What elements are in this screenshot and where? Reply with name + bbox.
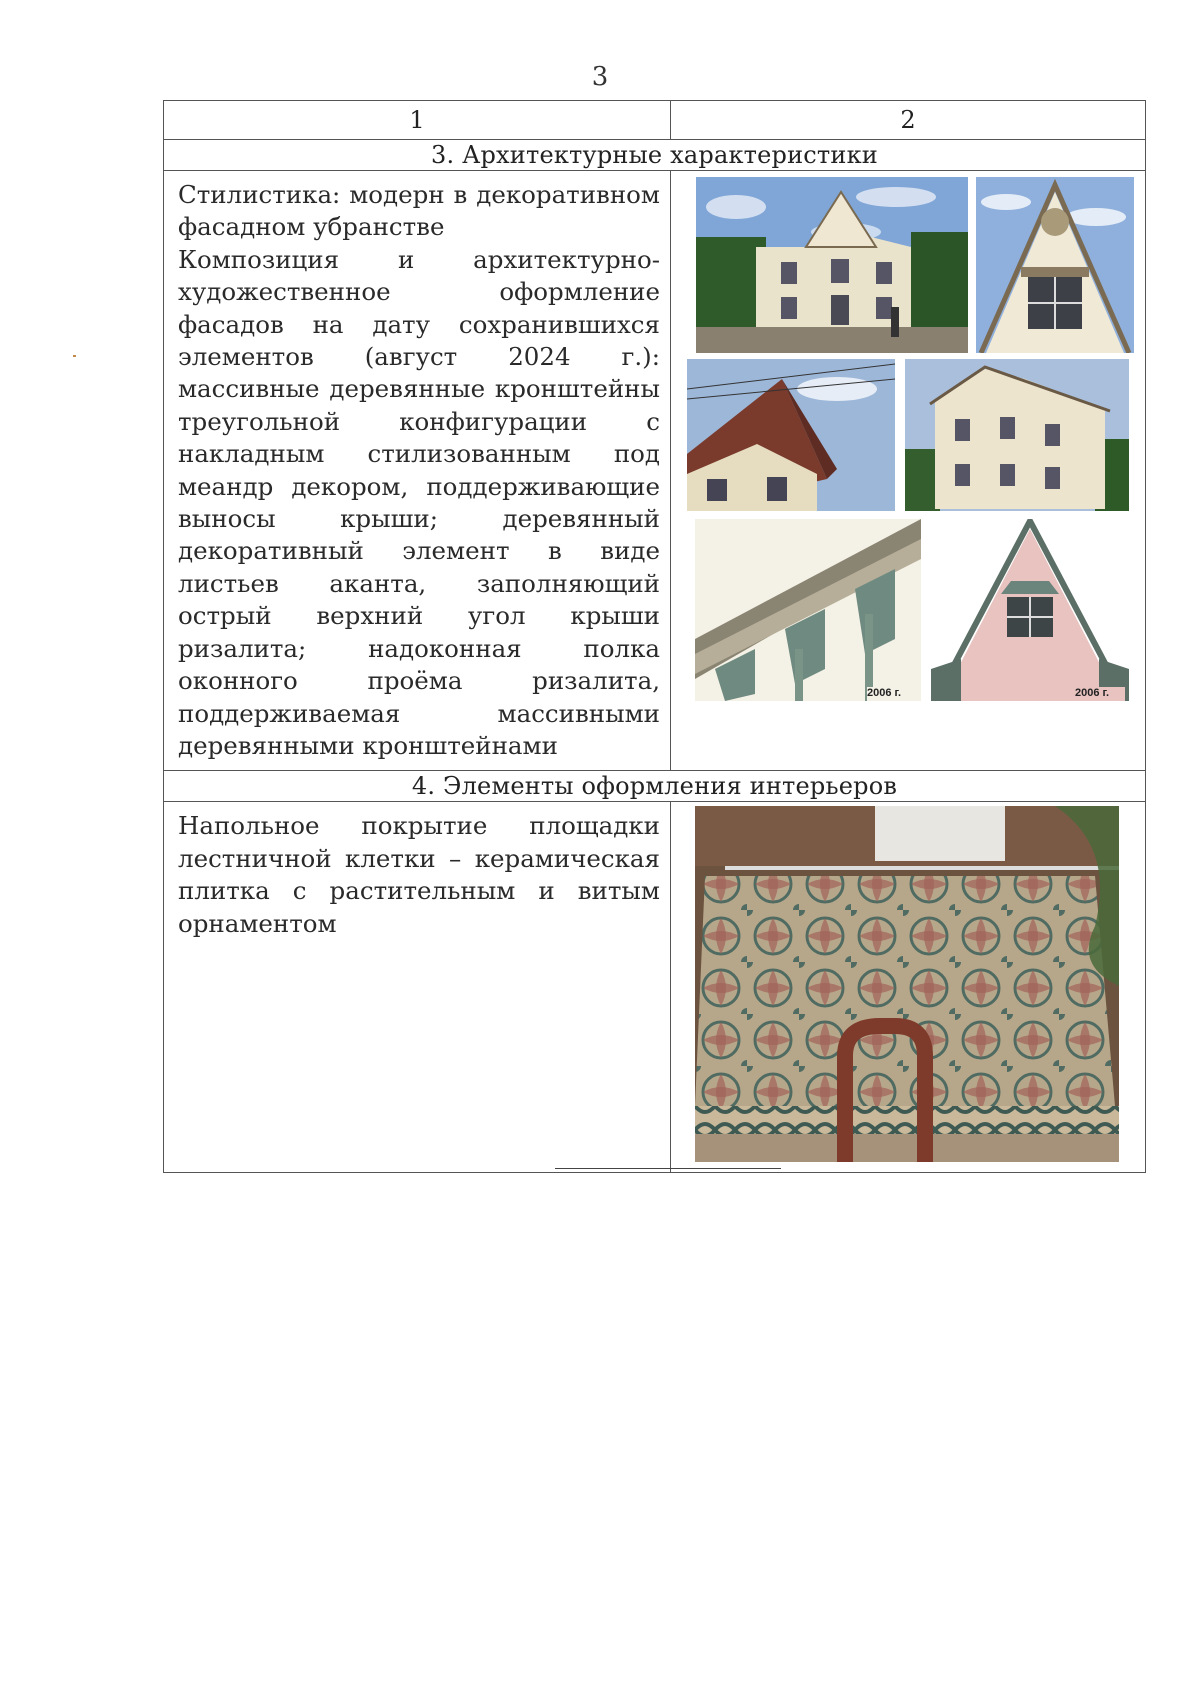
column-number-row	[164, 101, 1146, 140]
house-corner-photo	[905, 359, 1129, 511]
section-heading-row	[164, 140, 1146, 171]
end-separator-line	[555, 1168, 781, 1169]
page-number: 3	[591, 62, 609, 92]
characteristics-table	[163, 100, 1146, 1173]
style-paragraph: Стилистика: модерн в декоративном фасадном убранстве	[178, 180, 660, 242]
house-facade-photo	[696, 177, 968, 353]
architecture-photos	[671, 171, 1146, 771]
column-number-1: 1	[164, 101, 671, 140]
interiors-description	[164, 802, 671, 1173]
section-content-row	[164, 802, 1146, 1173]
pink-gable-photo	[931, 519, 1129, 701]
wooden-brackets-photo	[695, 519, 921, 701]
section-content-row	[164, 171, 1146, 771]
architecture-description	[164, 171, 671, 771]
composition-paragraph: Композиция и архитектурно-художественное оформление фасадов на дату сохранившихся элементов (август 2024 г.): массивные деревянные кронштейны треугольной конфигурации с накладным стилизованным под меандр декором, поддерживающие выносы крыши; деревянный декоративный элемент в виде листьев аканта, заполняющий острый верхний угол крыши ризалита; надоконная полка оконного проёма ризалита, поддерживаемая массивными деревянными кронштейнами	[178, 244, 660, 760]
section-heading-architecture: 3. Архитектурные характеристики	[164, 140, 1146, 171]
column-number-2: 2	[671, 101, 1146, 140]
photo-date-caption: 2006 г.	[1075, 687, 1125, 701]
roof-eaves-photo	[687, 359, 895, 511]
scan-speck	[73, 355, 76, 357]
interiors-photos	[671, 802, 1146, 1173]
gable-window-photo	[976, 177, 1134, 353]
section-heading-row	[164, 771, 1146, 802]
photo-date-caption: 2006 г.	[867, 687, 917, 701]
section-heading-interiors: 4. Элементы оформления интерьеров	[164, 771, 1146, 802]
floor-tile-photo	[695, 806, 1119, 1162]
floor-paragraph: Напольное покрытие площадки лестничной клетки – керамическая плитка с растительным и витым орнаментом	[178, 811, 660, 938]
